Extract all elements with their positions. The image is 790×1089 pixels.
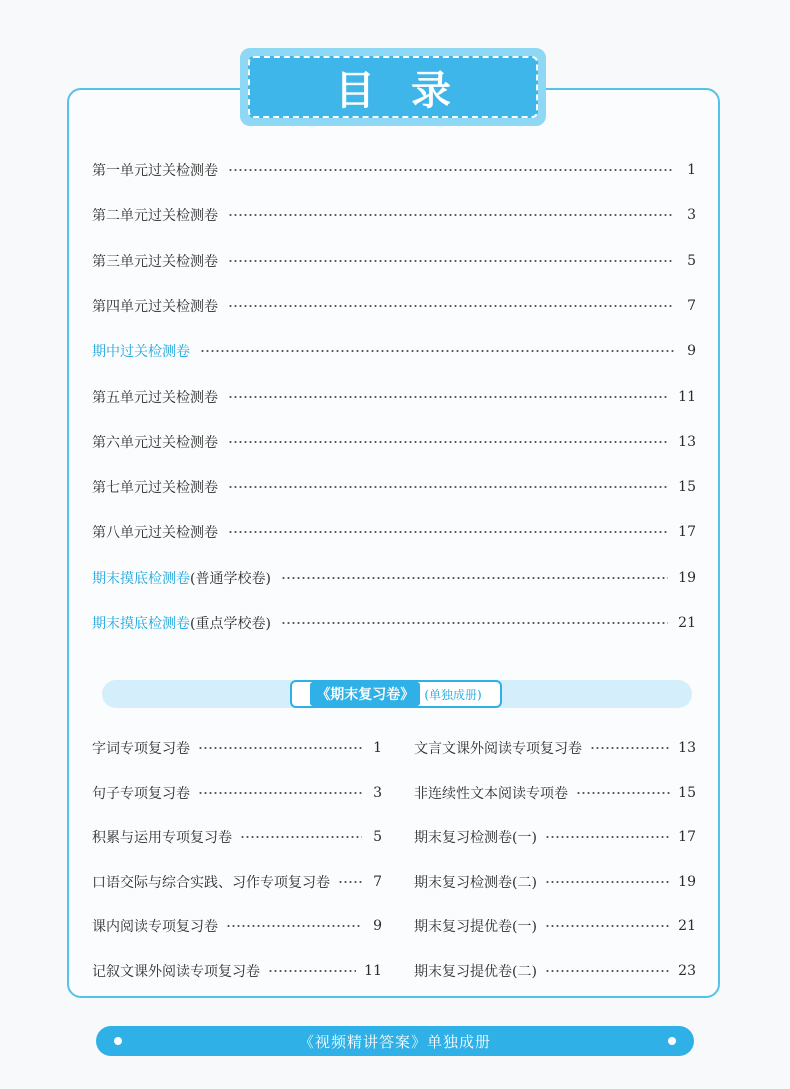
review-entry-label: 积累与运用专项复习卷 [92,830,232,847]
toc-entry-title: 期末摸底检测卷 [92,570,190,587]
review-entry-page: 3 [373,784,382,801]
review-entry[interactable] [92,736,382,760]
dot-leader [228,441,668,443]
footer-banner [96,1026,694,1056]
dot-leader [228,260,674,262]
review-entry[interactable] [92,870,382,894]
dot-leader [228,305,674,307]
toc-entry-title: 第四单元过关检测卷 [92,298,218,315]
dot-leader [200,350,674,352]
toc-entry[interactable] [92,158,696,182]
toc-entry[interactable] [92,294,696,318]
toc-entry-title: 第一单元过关检测卷 [92,163,218,179]
toc-entry-subtitle: (重点学校卷) [190,616,271,632]
toc-entry-title: 第五单元过关检测卷 [92,389,218,406]
dot-leader [545,836,670,838]
review-entry[interactable] [92,914,382,938]
dot-leader [268,970,356,972]
toc-entry[interactable] [92,566,696,590]
review-entry-page: 7 [373,873,382,890]
toc-entry-label [92,341,190,361]
section-header [290,680,502,708]
review-entry-page: 15 [678,784,696,801]
toc-entry[interactable] [92,475,696,499]
review-entry[interactable] [92,959,382,983]
review-entry-page: 5 [373,829,382,846]
review-entry[interactable] [414,825,696,849]
dot-leader [226,925,362,927]
review-entry-label: 期末复习检测卷(一) [414,830,537,847]
dot-leader [545,925,670,927]
review-entry-label: 文言文课外阅读专项复习卷 [414,741,582,757]
toc-entry[interactable] [92,611,696,635]
review-entry-page: 21 [678,918,696,935]
toc-entry-label [92,568,271,588]
footer-dot-right [668,1037,676,1045]
toc-entry-page: 11 [678,388,696,405]
page-title: 目录 [335,67,487,114]
toc-entry-page: 3 [687,207,696,224]
review-entry-label: 句子专项复习卷 [92,785,190,802]
dot-leader [228,214,674,216]
dot-leader [228,531,668,533]
review-entry-label: 期末复习检测卷(二) [414,874,537,891]
review-entry[interactable] [414,781,696,805]
toc-entry-title: 第六单元过关检测卷 [92,434,218,451]
review-entry-page: 1 [373,740,382,756]
toc-entry-label [92,522,218,542]
toc-entry-label [92,296,218,316]
section-note: (单独成册) [424,687,482,702]
toc-entry-title: 第八单元过关检测卷 [92,525,218,542]
footer-dot-left [114,1037,122,1045]
footer-text: 《视频精讲答案》单独成册 [298,1032,491,1051]
toc-entry[interactable] [92,339,696,363]
review-entry-page: 13 [678,740,696,756]
toc-entry-title: 第七单元过关检测卷 [92,480,218,497]
toc-entry-label [92,387,218,407]
review-entry[interactable] [414,870,696,894]
review-entry-page: 19 [678,873,696,890]
dot-leader [281,577,668,579]
toc-entry-label [92,613,271,633]
dot-leader [545,881,670,883]
review-entry[interactable] [414,736,696,760]
toc-entry-label [92,205,218,225]
toc-entry-title: 第三单元过关检测卷 [92,253,218,270]
dot-leader [590,747,670,749]
review-entry-label: 非连续性文本阅读专项卷 [414,785,568,802]
review-entry[interactable] [414,959,696,983]
dot-leader [240,836,362,838]
review-entry-label: 字词专项复习卷 [92,741,190,757]
toc-entry[interactable] [92,385,696,409]
toc-entry-page: 19 [678,569,696,586]
review-entry-page: 11 [364,963,382,979]
toc-entry[interactable] [92,520,696,544]
toc-entry-subtitle: (普通学校卷) [190,570,271,587]
dot-leader [545,970,670,972]
dot-leader [198,792,362,794]
toc-entry-page: 15 [678,479,696,496]
title-banner-inner [248,56,538,118]
dot-leader [338,881,362,883]
review-entry[interactable] [92,825,382,849]
toc-entry-page: 9 [687,343,696,360]
toc-entry-label [92,160,218,180]
toc-entry-title: 期中过关检测卷 [92,344,190,361]
review-entry-label: 期末复习提优卷(一) [414,919,537,936]
review-entry[interactable] [92,781,382,805]
toc-entry-page: 1 [687,162,696,178]
dot-leader [228,486,668,488]
toc-entry-page: 7 [687,297,696,314]
title-banner [240,48,546,126]
dot-leader [228,169,674,171]
toc-entry-title: 期末摸底检测卷 [92,616,190,632]
toc-entry-page: 17 [678,524,696,541]
toc-entry-label [92,432,218,452]
toc-entry[interactable] [92,430,696,454]
toc-entry[interactable] [92,203,696,227]
dot-leader [198,747,362,749]
review-entry-page: 23 [678,963,696,979]
toc-entry[interactable] [92,249,696,273]
toc-entry-title: 第二单元过关检测卷 [92,208,218,225]
review-entry-label: 口语交际与综合实践、习作专项复习卷 [92,874,330,891]
toc-entry-page: 5 [687,252,696,269]
review-entry-label: 课内阅读专项复习卷 [92,919,218,936]
toc-entry-page: 21 [678,615,696,631]
review-entry-label: 记叙文课外阅读专项复习卷 [92,964,260,980]
dot-leader [576,792,670,794]
dot-leader [228,396,668,398]
toc-entry-label [92,251,218,271]
toc-entry-page: 13 [678,433,696,450]
review-entry-label: 期末复习提优卷(二) [414,964,537,980]
toc-entry-label [92,477,218,497]
dot-leader [281,622,668,624]
review-entry[interactable] [414,914,696,938]
review-entry-page: 17 [678,829,696,846]
review-entry-page: 9 [373,918,382,935]
section-title: 《期末复习卷》 [310,682,420,706]
